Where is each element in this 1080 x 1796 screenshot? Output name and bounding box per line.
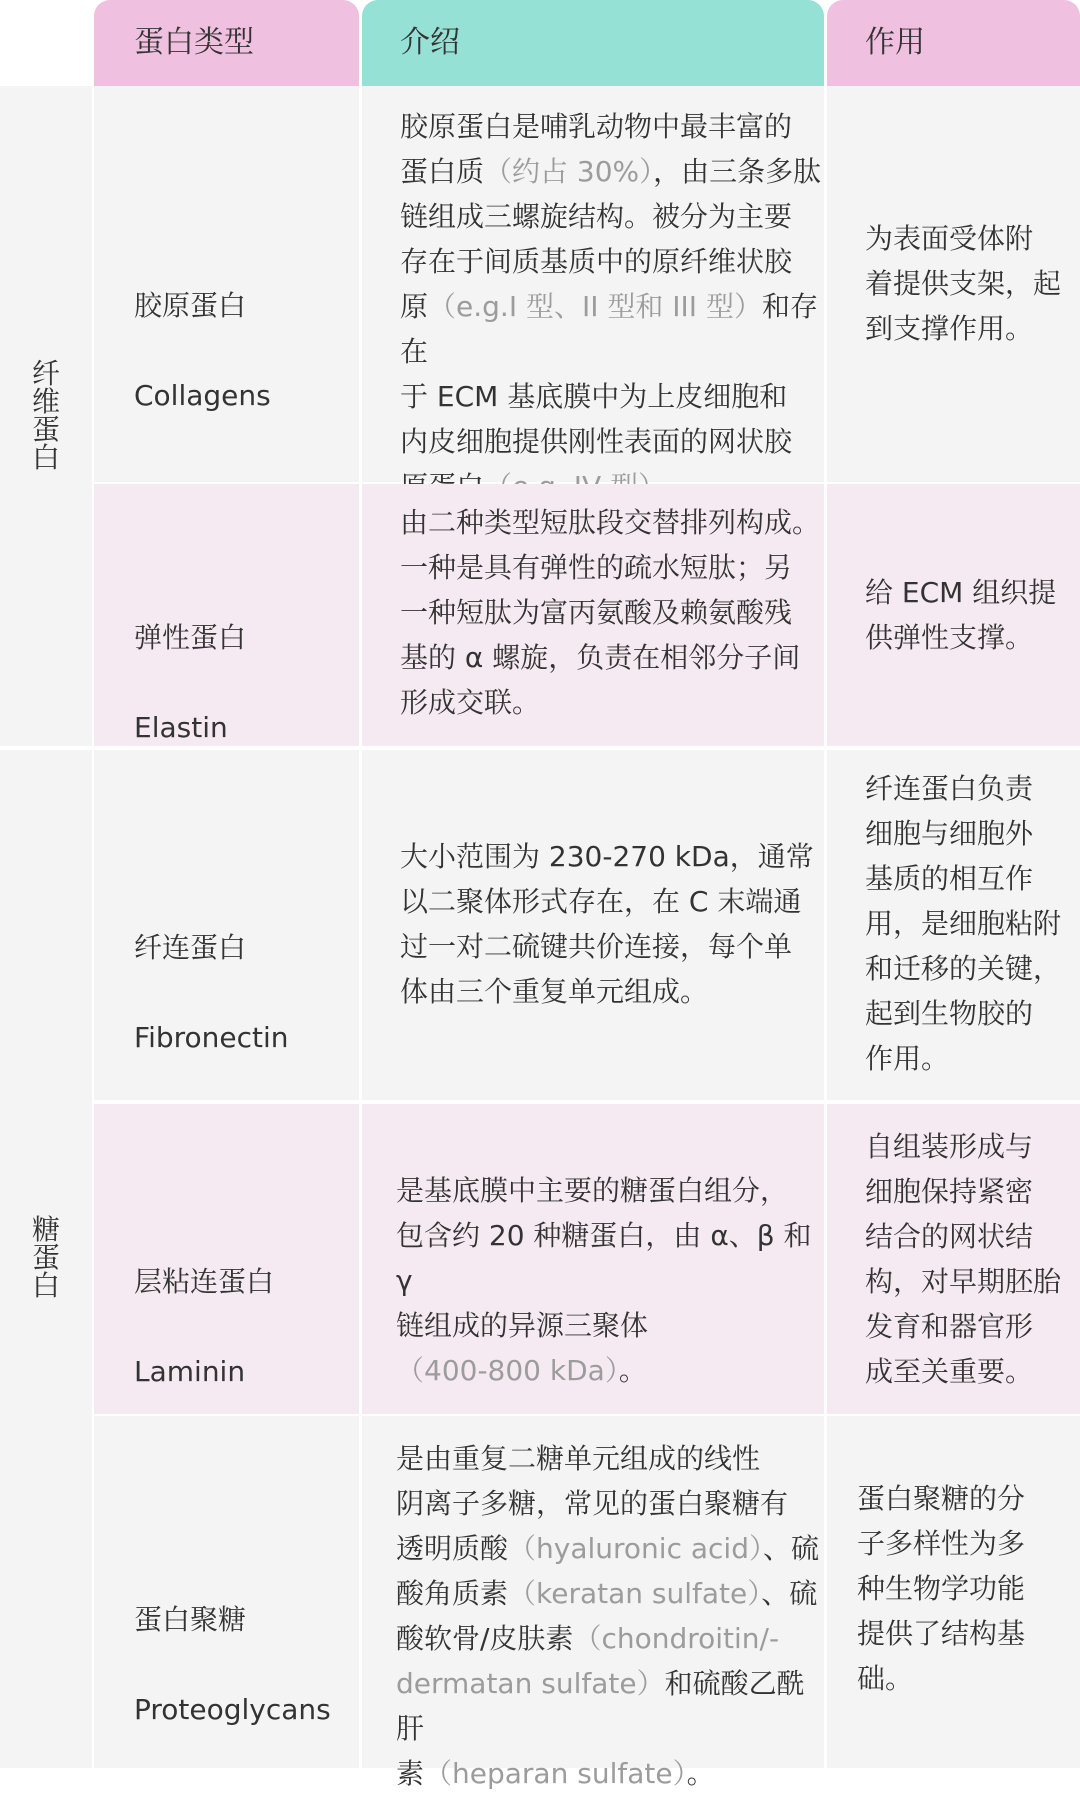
category-char: 纤 [31, 357, 60, 390]
intro-line [396, 1303, 824, 1348]
role-line: 结合的网状结 [865, 1220, 1034, 1253]
row-elastin-intro-cell [362, 484, 824, 746]
protein-name-en: Fibronectin [134, 1021, 289, 1054]
intro-segment: 由二种类型短肽段交替排列构成。 [400, 506, 821, 539]
role-line: 构，对早期胚胎 [865, 1265, 1062, 1298]
row-elastin-role-cell [827, 484, 1080, 746]
row-proteoglycans-name-cell [94, 1416, 359, 1768]
intro-line [400, 590, 820, 635]
intro-text [396, 1168, 824, 1393]
intro-segment: ，由三条多肽 [653, 155, 822, 188]
row-laminin-intro-cell [362, 1104, 824, 1414]
intro-text [396, 1436, 824, 1796]
role-line: 起到生物胶的 [865, 997, 1034, 1030]
role-line: 用，是细胞粘附 [865, 907, 1062, 940]
role-text [865, 216, 1061, 351]
intro-text [400, 834, 814, 1014]
intro-line [400, 500, 820, 545]
intro-line [396, 1348, 824, 1393]
category-char: 糖 [31, 1213, 60, 1246]
intro-line [400, 879, 814, 924]
protein-name [134, 238, 271, 463]
intro-line [400, 149, 824, 194]
header-function: 作用 [827, 0, 1080, 86]
intro-segment: 大小范围为 230-270 kDa，通常 [400, 840, 814, 873]
role-text [857, 1476, 1025, 1701]
role-line: 提供了结构基 [857, 1617, 1026, 1650]
intro-line [396, 1436, 824, 1481]
category-fibrous-protein [0, 86, 92, 746]
role-line: 蛋白聚糖的分 [857, 1482, 1026, 1515]
header-protein-type: 蛋白类型 [94, 0, 359, 86]
role-text [865, 570, 1056, 660]
intro-segment: 原 [400, 290, 429, 323]
role-text [865, 1124, 1061, 1394]
intro-segment: 是由重复二糖单元组成的线性 [396, 1442, 761, 1475]
intro-line [400, 194, 824, 239]
row-fibronectin-intro-cell [362, 750, 824, 1100]
row-fibronectin-name-cell [94, 750, 359, 1100]
intro-segment: 形成交联。 [400, 686, 541, 719]
intro-segment: 透明质酸 [396, 1532, 509, 1565]
intro-segment: 酸软骨/皮肤素 [396, 1622, 574, 1655]
intro-line [400, 924, 814, 969]
intro-segment: 酸角质素 [396, 1577, 509, 1610]
intro-segment: 包含约 20 种糖蛋白，由 α、β 和 γ [396, 1219, 812, 1297]
intro-line [396, 1661, 824, 1751]
intro-line [400, 545, 820, 590]
category-char: 蛋 [31, 413, 60, 446]
intro-segment: 素 [396, 1757, 425, 1790]
protein-name-cn: 层粘连蛋白 [134, 1265, 275, 1298]
role-line: 为表面受体附 [865, 222, 1034, 255]
role-line: 种生物学功能 [857, 1572, 1026, 1605]
intro-note: （heparan sulfate） [424, 1757, 687, 1790]
row-collagens-intro-cell [362, 86, 824, 482]
category-char: 蛋 [31, 1241, 60, 1274]
role-line: 自组装形成与 [865, 1130, 1034, 1163]
role-line: 基质的相互作 [865, 862, 1034, 895]
intro-segment: 体由三个重复单元组成。 [400, 975, 709, 1008]
intro-segment: 胶原蛋白是哺乳动物中最丰富的 [400, 110, 793, 143]
protein-name [134, 880, 289, 1105]
row-collagens-role-cell [827, 86, 1080, 482]
intro-segment: 基的 α 螺旋，负责在相邻分子间 [400, 641, 801, 674]
role-line: 供弹性支撑。 [865, 621, 1034, 654]
role-line: 细胞保持紧密 [865, 1175, 1034, 1208]
row-laminin-role-cell [827, 1104, 1080, 1414]
intro-note: （chondroitin/- [573, 1622, 780, 1655]
intro-line [400, 419, 824, 464]
intro-segment: 以二聚体形式存在，在 C 末端通 [400, 885, 802, 918]
role-text [865, 766, 1061, 1081]
intro-line [400, 635, 820, 680]
intro-segment: 阴离子多糖，常见的蛋白聚糖有 [396, 1487, 789, 1520]
intro-note: （400-800 kDa） [396, 1354, 619, 1387]
intro-segment: 链组成的异源三聚体 [396, 1309, 649, 1342]
intro-note: （e.g.I 型、II 型和 III 型） [428, 290, 762, 323]
protein-name-cn: 蛋白聚糖 [134, 1603, 247, 1636]
protein-name-en: Laminin [134, 1355, 246, 1388]
intro-note: （keratan sulfate） [508, 1577, 762, 1610]
intro-line [400, 374, 824, 419]
intro-segment: 链组成三螺旋结构。被分为主要 [400, 200, 793, 233]
intro-segment: 。 [686, 1757, 715, 1790]
category-glycoprotein [0, 750, 92, 1768]
intro-segment: 和存在 [400, 290, 818, 368]
intro-segment: 。 [618, 1354, 647, 1387]
intro-line [400, 969, 814, 1014]
intro-line [396, 1481, 824, 1526]
intro-segment: 、硫 [762, 1532, 819, 1565]
intro-text [400, 104, 824, 509]
protein-name-en: Elastin [134, 711, 228, 744]
intro-segment: 、硫 [761, 1577, 818, 1610]
role-line: 和迁移的关键， [865, 952, 1062, 985]
protein-name-en: Collagens [134, 379, 271, 412]
intro-segment: 存在于间质基质中的原纤维状胶 [400, 245, 793, 278]
category-char: 白 [31, 441, 60, 474]
category-char: 白 [31, 1269, 60, 1302]
protein-name-en: Proteoglycans [134, 1693, 331, 1726]
intro-note: （约占 30%） [484, 155, 654, 188]
intro-line [396, 1213, 824, 1303]
role-line: 发育和器官形 [865, 1310, 1034, 1343]
role-line: 纤连蛋白负责 [865, 772, 1034, 805]
row-collagens-name-cell [94, 86, 359, 482]
intro-text [400, 500, 820, 725]
intro-segment: 蛋白质 [400, 155, 485, 188]
role-line: 着提供支架，起 [865, 267, 1062, 300]
intro-line [400, 834, 814, 879]
role-line: 给 ECM 组织提 [865, 576, 1057, 609]
protein-name [134, 1552, 331, 1777]
intro-segment: 内皮细胞提供刚性表面的网状胶 [400, 425, 793, 458]
row-proteoglycans-intro-cell [362, 1416, 824, 1790]
intro-segment: 一种是具有弹性的疏水短肽；另 [400, 551, 793, 584]
header-introduction: 介绍 [362, 0, 824, 86]
row-elastin-name-cell [94, 484, 359, 746]
role-line: 细胞与细胞外 [865, 817, 1034, 850]
intro-line [400, 104, 824, 149]
category-char: 维 [31, 385, 60, 418]
row-proteoglycans-role-cell [827, 1416, 1080, 1768]
row-fibronectin-role-cell [827, 750, 1080, 1100]
row-laminin-name-cell [94, 1104, 359, 1414]
intro-segment: 于 ECM 基底膜中为上皮细胞和 [400, 380, 788, 413]
role-line: 成至关重要。 [865, 1355, 1034, 1388]
intro-segment: 和硫酸乙酰肝 [396, 1667, 805, 1745]
intro-line [396, 1616, 824, 1661]
intro-line [400, 680, 820, 725]
role-line: 子多样性为多 [857, 1527, 1026, 1560]
protein-name-cn: 胶原蛋白 [134, 289, 247, 322]
intro-line [396, 1168, 824, 1213]
intro-line [400, 239, 824, 284]
role-line: 作用。 [865, 1042, 950, 1075]
intro-segment: 是基底膜中主要的糖蛋白组分， [396, 1174, 789, 1207]
intro-line [396, 1571, 824, 1616]
intro-segment: 过一对二硫键共价连接，每个单 [400, 930, 793, 963]
protein-name-cn: 弹性蛋白 [134, 621, 247, 654]
protein-name-cn: 纤连蛋白 [134, 931, 247, 964]
intro-segment: 一种短肽为富丙氨酸及赖氨酸残 [400, 596, 793, 629]
intro-note: （hyaluronic acid） [508, 1532, 763, 1565]
intro-line [400, 284, 824, 374]
intro-line [396, 1751, 824, 1796]
intro-line [396, 1526, 824, 1571]
role-line: 础。 [857, 1662, 914, 1695]
intro-note: dermatan sulfate） [396, 1667, 665, 1700]
protein-name [134, 1214, 274, 1439]
role-line: 到支撑作用。 [865, 312, 1034, 345]
